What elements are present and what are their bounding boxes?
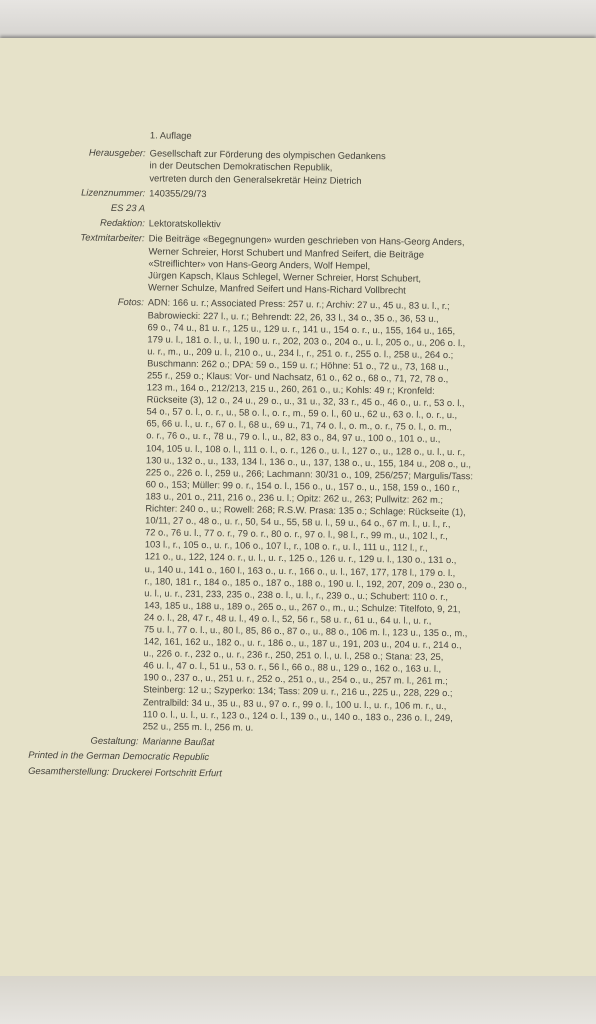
- fotos-credits-text: ADN: 166 u. r.; Associated Press: 257 u. r.; Archiv: 27 u., 45 u., 83 u. l., r.; Babrowiecki: 227 l., u. r.; Behrendt: 22, 26, 33 l., 34 o., 35 o., 36, 53 u., 69 o., 74 u., 81 u. r., 125 u., 129 u. r., 141 u., 154 o. r., u., 155, 164 u., 165, 179 u. l., 181 o. l., u. l., 190 u. r., 202, 203 o., 204 o., u. l., 205 o., u., 206 o. l., u. r., m., u., 209 u. l., 210 o., u., 234 l., r., 251 o. r., 255 o. l., 258 u., 264 o.; Buschmann: 262 o.; DPA: 59 o., 159 u. r.; Höhne: 51 o., 72 u., 73, 168 u., 255 r., 259 o.; Klaus: Vor- und Nachsatz, 61 o., 62 o., 68 o., 71, 72, 78 o., 123 m., 164 o., 212/213, 215 u., 260, 261 o., u.; Kohls: 49 r.; Kronfeld: Rückseite (3), 12 o., 24 u., 29 o., u., 31 u., 32, 33 r., 45 o., 46 o., u. r., 53 o. l., 54 o., 57 o. l., o. r., u., 58 o. l., o. r., m., 59 o. l., 60 u., 62 u., 63 o. l., o. r., u., 65, 66 u. l., u. r., 67 o. l., 68 u., 69 u., 71, 74 o. l., o. m., o. r., 75 o. l., o. m., o. r., 76 o., u. r., 78 u., 79 o. l., u., 82, 83 o., 84, 97 u., 100 o., 101 o., u., 104, 105 u. l., 108 o. l., 111 o. l., o. r., 126 o., u. l., 127 o., u., 128 o., u. l., u. r., 130 u., 132 o., u., 133, 134 l., 136 o., u., 137, 138 o., u., 155, 184 u., 208 o., u., 225 o., 226 o. l., 259 u., 266; Lachmann: 30/31 o., 109, 256/257; Margulis/Tass: 60 o., 153; Müller: 99 o. r., 154 o. l., 156 o., u., 157 o., u., 158, 159 o., 160 r., 183 u., 201 o., 211, 216 o., 236 u. l.; Opitz: 262 u., 263; Pullwitz: 262 m.; Richter: 240 o., u.; Rowell: 268; R.S.W. Prasa: 135 o.; Schlage: Rückseite (1), 10/11, 27 o., 48 o., u. r., 50, 54 u., 55, 58 u. l., 59 u., 64 o., 67 m. l., u. l., r., 72 o., 76 u. l., 77 o. r., 79 o. r., 80 o. r., 97 o. l., 98 l., r., 99 m., u., 102 l., r., 103 l., r., 105 o., u. r., 106 o., 107 l., r., 108 o. r., u. l., 111 u., 112 l., r., 121 o., u., 122, 124 o. r., u. l., u. r., 125 o., 126 u. r., 129 u. l., 130 o., 131 o., u., 140 u., 141 o., 160 l., 163 o., u. r., 166 o., u. l., 167, 177, 178 l., 179 o. l., r., 180, 181 r., 184 o., 185 o., 187 o., 188 o., 190 u. l., 192, 207, 209 o., 230 o., u. l., u. r., 231, 233, 235 o., 238 o. l., u. l., r., 239 o., u.; Schubert: 110 o. r., 143, 185 u., 188 u., 189 o., 265 o., u., 267 o., m., u.; Schulze: Titelfoto, 9, 21, 24 o. l., 28, 47 r., 48 u. l., 49 o. l., 52, 56 r., 58 u. r., 61 u., 64 u. l., u. r., 75 u. l., 77 o. l., u., 80 l., 85, 86 o., 87 o., u., 88 o., 106 m. l., 123 u., 135 o., m., 142, 161, 162 u., 182 o., u. r., 186 o., u., 187 u., 191, 203 u., 204 u. r., 214 o., u., 226 o. r., 232 o., u. r., 236 r., 250, 251 o. l., u. l., 258 o.; Stana: 23, 25, 46 u. l., 47 o. l., 51 u., 53 o. r., 56 l., 66 o., 88 u., 129 o., 162 o., 163 u. l., 190 o., 237 o., u., 251 u. r., 252 o., 251 o., u., 254 o., u., 257 m. l., 261 m.; Steinberg: 12 u.; Szyperko: 134; Tass: 209 u. r., 216 u., 225 u., 228, 229 o.; Zentralbild: 34 u., 35 u., 83 u., 97 o. r., 99 o. l., 100 u. l., u. r., 106 m. r., u., 110 o. l., u. l., u. r., 123 o., 124 o. l., 139 o., u., 140 o., 183 o., 236 o. l., 249, 252 u., 255 m. l., 256 m. u.: [142, 297, 474, 733]
- printed-row: [28, 749, 512, 767]
- desk-backdrop-top: [0, 0, 596, 40]
- textmitarbeiter-label: Textmitarbeiter:: [80, 231, 145, 244]
- redaktion-label: Redaktion:: [99, 216, 145, 229]
- gesamtherstellung-text: Druckerei Fortschritt Erfurt: [111, 766, 223, 779]
- textmitarbeiter-row: [38, 231, 519, 298]
- edition-text: 1. Auflage: [149, 129, 192, 141]
- book-page: [0, 38, 596, 976]
- edition-spacer: [40, 128, 150, 142]
- fotos-label: Fotos:: [117, 296, 144, 308]
- redaktion-text: Lektoratskollektiv: [148, 217, 221, 230]
- imprint-block: [28, 128, 520, 787]
- gestaltung-text: Marianne Baußat: [142, 735, 215, 747]
- desk-backdrop-bottom: [0, 976, 596, 1024]
- textmitarbeiter-text: Die Beiträge «Begegnungen» wurden geschrieben von Hans-Georg Anders, Werner Schreier, Horst Schubert und Manfred Seifert, die Beiträge «Streiflichter» von Hans-Georg Anders, Wolf Hempel, Jürgen Kapsch, Klaus Schlegel, Werner Schreier, Horst Schubert, Werner Schulze, Manfred Seifert und Hans-Richard Vollbrecht: [147, 232, 465, 296]
- lizenz-text: 140355/29/73: [149, 187, 207, 199]
- printed-in-text: Printed in the German Democratic Republic: [28, 748, 210, 763]
- gesamtherstellung-label: Gesamtherstellung:: [28, 765, 110, 778]
- herausgeber-row: [39, 146, 519, 188]
- fotos-row: [33, 295, 518, 736]
- herausgeber-label: Herausgeber:: [88, 146, 146, 159]
- es-label: ES 23 A: [110, 201, 146, 214]
- edition-row: [40, 128, 520, 146]
- herausgeber-text: Gesellschaft zur Förderung des olympischen Gedankens in der Deutschen Demokratischen Republik, vertreten durch den Generalsekretär Heinz Dietrich: [149, 147, 386, 186]
- es-spacer: [149, 202, 519, 219]
- gesamtherstellung-row: [28, 765, 512, 783]
- lizenz-label: Lizenznummer:: [81, 186, 146, 199]
- gestaltung-label: Gestaltung:: [90, 734, 139, 747]
